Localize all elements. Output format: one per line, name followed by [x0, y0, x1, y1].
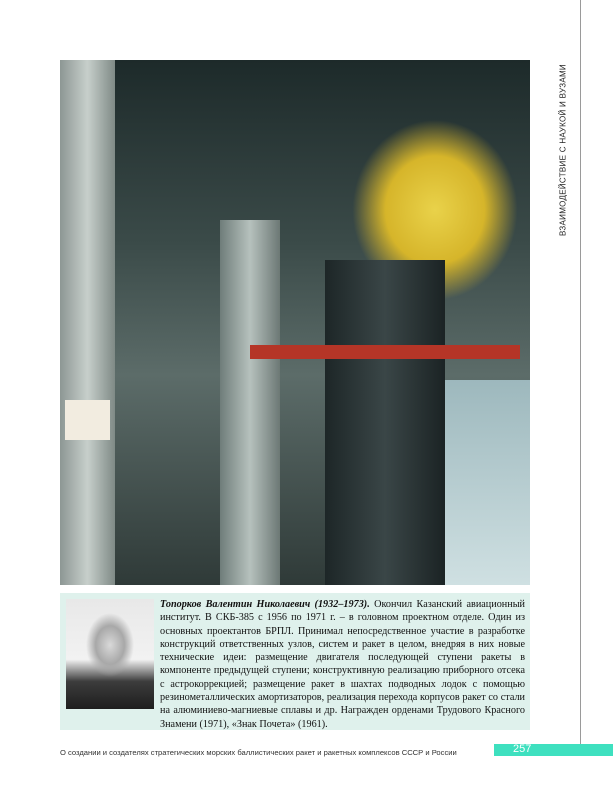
photo-column-middle — [220, 220, 280, 585]
footer-book-title: О создании и создателях стратегических морских баллистических ракет и ракетных комплексов СССР и России — [60, 748, 457, 757]
photo-test-stand-shaft — [325, 260, 445, 585]
main-photo — [60, 60, 530, 585]
photo-sign — [65, 400, 110, 440]
photo-platform — [250, 345, 520, 359]
caption-text — [160, 598, 525, 731]
page-number: 257 — [513, 743, 532, 755]
portrait-photo — [66, 599, 154, 709]
side-section-header: ВЗАИМОДЕЙСТВИЕ С НАУКОЙ И ВУЗАМИ — [558, 64, 568, 236]
caption-biography: Окончил Казанский авиационный институт. В СКБ-385 с 1956 по 1971 г. – в головном проектном отделе. Один из основных проектантов БРПЛ. Принимал непосредственное участие в разработке конструкций ответственных узлов, систем и ракет в целом, внедряя в них новые технические идеи: размещение двигателя последующей ступени ракеты в компоненте предыдущей ступени; конструктивную реализацию приборного отсека с астрокоррекцией; размещение ракет в шахтах подводных лодок с помощью резинометаллических амортизаторов, реализация перехода корпусов ракет со стали на алюминиево-магниевые сплавы и др. Награжден орденами Трудового Красного Знамени (1971), «Знак Почета» (1961). — [160, 599, 525, 730]
side-rule — [580, 0, 581, 745]
caption-person-name: Топорков Валентин Николаевич (1932–1973). — [160, 599, 370, 610]
photo-right-wall — [440, 380, 530, 585]
page-number-bar — [494, 744, 613, 756]
photo-column-left — [60, 60, 115, 585]
